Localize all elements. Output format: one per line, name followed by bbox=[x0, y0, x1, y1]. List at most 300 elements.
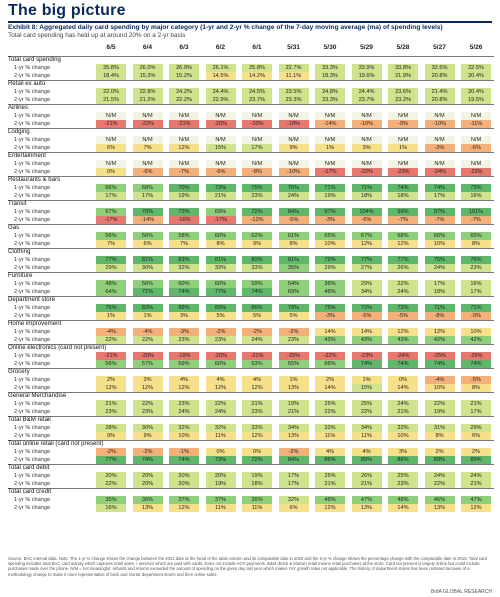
table-cell: 12% bbox=[242, 384, 272, 392]
row-label: 1-yr % change bbox=[14, 161, 51, 167]
category-name: Home improvement bbox=[8, 320, 62, 327]
table-cell: 56% bbox=[133, 232, 163, 240]
table-cell: 89% bbox=[425, 456, 455, 464]
table-cell: N/M bbox=[352, 136, 382, 144]
table-cell: -23% bbox=[388, 168, 418, 176]
table-cell: 26% bbox=[388, 264, 418, 272]
row-label: 2-yr % change bbox=[14, 505, 51, 511]
table-cell: 19% bbox=[206, 480, 236, 488]
table-cell: 20.4% bbox=[461, 72, 491, 80]
table-cell: 32.6% bbox=[425, 64, 455, 72]
table-cell: 56% bbox=[96, 360, 126, 368]
table-cell: -22% bbox=[133, 120, 163, 128]
table-cell: -21% bbox=[169, 120, 199, 128]
category-name: Gas bbox=[8, 224, 20, 231]
table-cell: 17% bbox=[96, 192, 126, 200]
category-header bbox=[8, 392, 494, 400]
table-cell: 76% bbox=[461, 256, 491, 264]
table-cell: 43% bbox=[352, 336, 382, 344]
table-cell: 84% bbox=[279, 456, 309, 464]
table-cell: 33% bbox=[206, 264, 236, 272]
table-cell: 24.2% bbox=[169, 88, 199, 96]
table-row bbox=[8, 240, 494, 248]
table-cell: 20% bbox=[133, 480, 163, 488]
table-row bbox=[8, 264, 494, 272]
table-row bbox=[8, 448, 494, 456]
table-cell: 7% bbox=[133, 144, 163, 152]
table-cell: 0% bbox=[96, 168, 126, 176]
table-cell: 11% bbox=[352, 432, 382, 440]
table-cell: 14% bbox=[352, 328, 382, 336]
table-cell: 79% bbox=[315, 256, 345, 264]
table-cell: 6% bbox=[96, 144, 126, 152]
table-row bbox=[8, 120, 494, 128]
table-cell: 10% bbox=[425, 240, 455, 248]
table-cell: 21% bbox=[388, 408, 418, 416]
category-header bbox=[8, 224, 494, 232]
table-cell: 17% bbox=[279, 480, 309, 488]
table-cell: 6% bbox=[133, 240, 163, 248]
table-cell: 68% bbox=[388, 232, 418, 240]
category-name: Entertainment bbox=[8, 152, 46, 159]
table-cell: 23.7% bbox=[352, 96, 382, 104]
table-cell: N/M bbox=[169, 112, 199, 120]
table-cell: -5% bbox=[461, 376, 491, 384]
table-cell: 10% bbox=[169, 432, 199, 440]
table-cell: 23.7% bbox=[242, 96, 272, 104]
table-cell: 72% bbox=[352, 304, 382, 312]
table-cell: -10% bbox=[352, 120, 382, 128]
table-cell: 56% bbox=[96, 232, 126, 240]
table-cell: 12% bbox=[461, 504, 491, 512]
table-cell: 22% bbox=[133, 336, 163, 344]
table-cell: 86% bbox=[242, 304, 272, 312]
table-cell: N/M bbox=[425, 160, 455, 168]
table-cell: -20% bbox=[206, 352, 236, 360]
table-cell: 60% bbox=[206, 232, 236, 240]
table-cell: 12% bbox=[425, 328, 455, 336]
table-cell: 56% bbox=[133, 280, 163, 288]
table-cell: 6% bbox=[461, 432, 491, 440]
row-label: 2-yr % change bbox=[14, 361, 51, 367]
table-cell: 11% bbox=[315, 432, 345, 440]
table-cell: 46% bbox=[425, 496, 455, 504]
row-label: 1-yr % change bbox=[14, 305, 51, 311]
table-cell: N/M bbox=[315, 112, 345, 120]
row-label: 2-yr % change bbox=[14, 481, 51, 487]
category-header bbox=[8, 104, 494, 112]
column-header: 5/31 bbox=[287, 44, 300, 51]
table-cell: -17% bbox=[315, 168, 345, 176]
table-cell: 21% bbox=[352, 480, 382, 488]
row-label: 1-yr % change bbox=[14, 449, 51, 455]
column-header: 5/26 bbox=[469, 44, 483, 51]
table-cell: 37% bbox=[169, 496, 199, 504]
table-cell: 71% bbox=[315, 184, 345, 192]
row-label: 1-yr % change bbox=[14, 65, 51, 71]
column-header: 6/1 bbox=[252, 44, 262, 51]
table-cell: 74% bbox=[242, 288, 272, 296]
column-header: 6/2 bbox=[215, 44, 226, 51]
category-name: Restaurants & bars bbox=[8, 176, 61, 183]
table-cell: 2% bbox=[96, 376, 126, 384]
table-cell: 60% bbox=[169, 280, 199, 288]
column-header: 6/5 bbox=[106, 44, 116, 51]
table-cell: -23% bbox=[461, 168, 491, 176]
table-cell: 43% bbox=[388, 336, 418, 344]
row-label: 2-yr % change bbox=[14, 193, 51, 199]
table-cell: 80% bbox=[242, 256, 272, 264]
column-header: 5/28 bbox=[396, 44, 410, 51]
table-cell: 14% bbox=[388, 504, 418, 512]
table-cell: -25% bbox=[279, 352, 309, 360]
category-header bbox=[8, 440, 494, 448]
table-cell: 65% bbox=[279, 360, 309, 368]
table-cell: 64% bbox=[96, 288, 126, 296]
table-cell: 57% bbox=[133, 360, 163, 368]
table-row bbox=[8, 184, 494, 192]
table-cell: 12% bbox=[133, 384, 163, 392]
table-cell: 21% bbox=[461, 480, 491, 488]
table-cell: 54% bbox=[279, 280, 309, 288]
table-cell: 1% bbox=[133, 312, 163, 320]
table-cell: 71% bbox=[352, 184, 382, 192]
table-cell: 22% bbox=[352, 408, 382, 416]
table-cell: N/M bbox=[133, 136, 163, 144]
table-cell: 8% bbox=[206, 240, 236, 248]
row-label: 1-yr % change bbox=[14, 89, 51, 95]
table-cell: -8% bbox=[242, 168, 272, 176]
table-cell: 24% bbox=[206, 408, 236, 416]
table-cell: 17% bbox=[461, 288, 491, 296]
table-cell: 66% bbox=[315, 360, 345, 368]
category-name: Total card spending bbox=[8, 56, 61, 63]
table-cell: 74% bbox=[133, 456, 163, 464]
table-cell: 33.3% bbox=[315, 64, 345, 72]
table-cell: -6% bbox=[461, 144, 491, 152]
table-cell: 26.1% bbox=[206, 64, 236, 72]
table-row bbox=[8, 64, 494, 72]
row-label: 2-yr % change bbox=[14, 313, 51, 319]
table-cell: 77% bbox=[96, 456, 126, 464]
table-cell: 9% bbox=[242, 240, 272, 248]
category-name: Lodging bbox=[8, 128, 30, 135]
table-cell: 7% bbox=[96, 240, 126, 248]
table-cell: 70% bbox=[169, 184, 199, 192]
table-cell: 10% bbox=[388, 432, 418, 440]
category-header bbox=[8, 80, 494, 88]
table-cell: -22% bbox=[352, 168, 382, 176]
table-cell: 11% bbox=[242, 504, 272, 512]
table-cell: 3% bbox=[352, 144, 382, 152]
table-cell: 33% bbox=[242, 264, 272, 272]
row-label: 1-yr % change bbox=[14, 473, 51, 479]
table-cell: 77% bbox=[388, 256, 418, 264]
table-cell: 73% bbox=[206, 184, 236, 192]
table-cell: -3% bbox=[169, 328, 199, 336]
table-cell: 24.8% bbox=[315, 88, 345, 96]
table-cell: 14% bbox=[315, 328, 345, 336]
row-label: 2-yr % change bbox=[14, 217, 51, 223]
table-cell: N/M bbox=[133, 112, 163, 120]
table-cell: -19% bbox=[169, 352, 199, 360]
table-cell: 60% bbox=[206, 280, 236, 288]
category-name: Clothing bbox=[8, 248, 31, 255]
category-name: Total online retail (card not present) bbox=[8, 440, 104, 447]
table-cell: -9% bbox=[461, 312, 491, 320]
category-header bbox=[8, 272, 494, 280]
category-name: Grocery bbox=[8, 368, 30, 375]
table-cell: 20% bbox=[169, 480, 199, 488]
category-header bbox=[8, 344, 494, 352]
table-cell: 32% bbox=[169, 264, 199, 272]
table-cell: 19% bbox=[279, 400, 309, 408]
table-cell: 72% bbox=[242, 456, 272, 464]
table-cell: -10% bbox=[425, 120, 455, 128]
column-header: 6/4 bbox=[142, 44, 153, 51]
table-cell: 2% bbox=[425, 448, 455, 456]
table-cell: 9% bbox=[279, 144, 309, 152]
table-cell: 3% bbox=[388, 448, 418, 456]
table-cell: 29% bbox=[315, 264, 345, 272]
row-label: 2-yr % change bbox=[14, 337, 51, 343]
table-cell: -12% bbox=[242, 216, 272, 224]
table-cell: 19% bbox=[242, 472, 272, 480]
table-cell: 67% bbox=[96, 208, 126, 216]
table-cell: 25% bbox=[315, 400, 345, 408]
table-cell: -5% bbox=[279, 216, 309, 224]
category-name: Airlines bbox=[8, 104, 28, 111]
table-cell: 71% bbox=[133, 288, 163, 296]
category-header bbox=[8, 464, 494, 472]
table-cell: 23% bbox=[279, 336, 309, 344]
table-cell: 74% bbox=[388, 360, 418, 368]
table-cell: 8% bbox=[425, 432, 455, 440]
table-cell: 73% bbox=[388, 304, 418, 312]
table-cell: -17% bbox=[206, 216, 236, 224]
table-cell: 4% bbox=[206, 376, 236, 384]
table-cell: 11% bbox=[206, 504, 236, 512]
table-cell: 14.5% bbox=[206, 72, 236, 80]
table-cell: -4% bbox=[96, 328, 126, 336]
table-cell: N/M bbox=[96, 160, 126, 168]
table-cell: 1% bbox=[315, 144, 345, 152]
table-cell: 76% bbox=[279, 184, 309, 192]
table-cell: 33.8% bbox=[388, 64, 418, 72]
table-row bbox=[8, 288, 494, 296]
table-cell: 28% bbox=[96, 424, 126, 432]
table-row bbox=[8, 144, 494, 152]
table-cell: 30% bbox=[133, 424, 163, 432]
table-cell: 13% bbox=[279, 384, 309, 392]
table-cell: 77% bbox=[206, 288, 236, 296]
table-cell: -4% bbox=[133, 328, 163, 336]
table-cell: 5% bbox=[242, 312, 272, 320]
table-cell: 63% bbox=[242, 360, 272, 368]
table-cell: 74% bbox=[425, 184, 455, 192]
table-cell: -6% bbox=[133, 168, 163, 176]
table-cell: -2% bbox=[279, 448, 309, 456]
table-cell: -24% bbox=[388, 352, 418, 360]
table-cell: N/M bbox=[388, 112, 418, 120]
table-cell: 32.5% bbox=[461, 64, 491, 72]
table-cell: -9% bbox=[388, 120, 418, 128]
table-cell: 70% bbox=[133, 208, 163, 216]
table-cell: 20% bbox=[206, 472, 236, 480]
category-header bbox=[8, 248, 494, 256]
table-cell: 12% bbox=[96, 384, 126, 392]
table-cell: 23.6% bbox=[388, 88, 418, 96]
table-cell: 12% bbox=[242, 432, 272, 440]
row-label: 1-yr % change bbox=[14, 425, 51, 431]
table-cell: 24.5% bbox=[242, 88, 272, 96]
table-cell: 24% bbox=[425, 472, 455, 480]
table-cell: 74% bbox=[169, 288, 199, 296]
table-cell: 25% bbox=[315, 472, 345, 480]
table-cell: 8% bbox=[461, 384, 491, 392]
table-cell: 17% bbox=[425, 280, 455, 288]
table-row bbox=[8, 472, 494, 480]
table-cell: -2% bbox=[206, 328, 236, 336]
table-cell: N/M bbox=[425, 112, 455, 120]
table-cell: 23% bbox=[96, 408, 126, 416]
table-cell: 72% bbox=[242, 208, 272, 216]
table-cell: N/M bbox=[242, 112, 272, 120]
table-cell: 22% bbox=[96, 480, 126, 488]
table-cell: 66% bbox=[425, 232, 455, 240]
table-cell: 18% bbox=[242, 480, 272, 488]
table-cell: 1% bbox=[279, 376, 309, 384]
table-cell: 10% bbox=[425, 384, 455, 392]
table-cell: N/M bbox=[279, 112, 309, 120]
table-cell: 19% bbox=[425, 408, 455, 416]
table-cell: 12% bbox=[388, 240, 418, 248]
table-cell: 24% bbox=[242, 336, 272, 344]
table-row bbox=[8, 456, 494, 464]
table-cell: 23.5% bbox=[279, 88, 309, 96]
table-cell: 18.4% bbox=[96, 72, 126, 80]
table-cell: 26% bbox=[352, 472, 382, 480]
table-cell: 74% bbox=[388, 184, 418, 192]
table-cell: -16% bbox=[169, 216, 199, 224]
table-cell: N/M bbox=[242, 136, 272, 144]
table-cell: 35% bbox=[279, 264, 309, 272]
table-cell: -2% bbox=[133, 448, 163, 456]
table-cell: 5% bbox=[206, 312, 236, 320]
table-cell: 21.4% bbox=[425, 88, 455, 96]
table-cell: 33% bbox=[315, 424, 345, 432]
table-cell: 18% bbox=[352, 192, 382, 200]
table-row bbox=[8, 160, 494, 168]
table-cell: 15.2% bbox=[169, 72, 199, 80]
row-label: 1-yr % change bbox=[14, 401, 51, 407]
table-cell: 15.3% bbox=[133, 72, 163, 80]
table-cell: -11% bbox=[461, 120, 491, 128]
table-row bbox=[8, 312, 494, 320]
table-cell: 23% bbox=[242, 408, 272, 416]
table-row bbox=[8, 432, 494, 440]
table-cell: 23% bbox=[169, 400, 199, 408]
table-cell: -25% bbox=[425, 352, 455, 360]
table-cell: -5% bbox=[352, 312, 382, 320]
table-cell: 10% bbox=[461, 328, 491, 336]
table-cell: N/M bbox=[461, 112, 491, 120]
row-label: 1-yr % change bbox=[14, 329, 51, 335]
table-cell: N/M bbox=[242, 160, 272, 168]
exhibit-subtitle: Total card spending has held up at around 20% on a 2-yr basis bbox=[8, 32, 186, 39]
table-cell: 71% bbox=[425, 304, 455, 312]
table-cell: 21.5% bbox=[96, 96, 126, 104]
category-name: Department store bbox=[8, 296, 56, 303]
table-cell: 20% bbox=[169, 472, 199, 480]
table-cell: 97% bbox=[425, 208, 455, 216]
table-cell: 14% bbox=[315, 384, 345, 392]
table-cell: 23% bbox=[242, 192, 272, 200]
table-row bbox=[8, 72, 494, 80]
table-cell: 89% bbox=[206, 304, 236, 312]
category-header bbox=[8, 320, 494, 328]
table-cell: 25% bbox=[388, 472, 418, 480]
table-cell: 74% bbox=[169, 456, 199, 464]
category-header bbox=[8, 296, 494, 304]
table-cell: 81% bbox=[279, 256, 309, 264]
table-cell: 34% bbox=[352, 288, 382, 296]
row-label: 1-yr % change bbox=[14, 113, 51, 119]
table-cell: 42% bbox=[461, 336, 491, 344]
table-cell: 22.0% bbox=[96, 88, 126, 96]
table-cell: N/M bbox=[206, 160, 236, 168]
column-header: 5/30 bbox=[323, 44, 337, 51]
table-row bbox=[8, 408, 494, 416]
table-cell: 25.8% bbox=[96, 64, 126, 72]
table-cell: 3% bbox=[169, 312, 199, 320]
exhibit-title: Exhibit 8: Aggregated daily card spending by major category (1-yr and 2-yr % change of the 7-day moving average (ma) of spending levels) bbox=[8, 24, 443, 31]
table-cell: 48% bbox=[96, 280, 126, 288]
table-cell: 4% bbox=[352, 448, 382, 456]
table-cell: 11.1% bbox=[279, 72, 309, 80]
table-cell: 12% bbox=[169, 144, 199, 152]
table-cell: 13% bbox=[352, 504, 382, 512]
table-cell: -25% bbox=[461, 352, 491, 360]
table-row bbox=[8, 360, 494, 368]
table-cell: -7% bbox=[461, 216, 491, 224]
table-cell: 10% bbox=[315, 240, 345, 248]
table-cell: N/M bbox=[169, 136, 199, 144]
table-row bbox=[8, 352, 494, 360]
table-row bbox=[8, 88, 494, 96]
table-cell: 71% bbox=[461, 304, 491, 312]
table-cell: 22.2% bbox=[169, 96, 199, 104]
table-cell: 33.9% bbox=[352, 64, 382, 72]
table-cell: 74% bbox=[352, 360, 382, 368]
column-header-row bbox=[0, 44, 500, 54]
table-cell: N/M bbox=[96, 136, 126, 144]
table-cell: N/M bbox=[133, 160, 163, 168]
table-cell: N/M bbox=[461, 160, 491, 168]
table-cell: -6% bbox=[206, 168, 236, 176]
table-cell: 42% bbox=[425, 336, 455, 344]
category-name: Furniture bbox=[8, 272, 33, 279]
table-cell: 36% bbox=[242, 496, 272, 504]
table-cell: 11% bbox=[206, 432, 236, 440]
table-cell: N/M bbox=[169, 160, 199, 168]
table-cell: 36% bbox=[133, 496, 163, 504]
table-cell: -22% bbox=[315, 352, 345, 360]
table-cell: 99% bbox=[388, 208, 418, 216]
row-label: 1-yr % change bbox=[14, 281, 51, 287]
table-cell: 24% bbox=[461, 472, 491, 480]
table-row bbox=[8, 424, 494, 432]
